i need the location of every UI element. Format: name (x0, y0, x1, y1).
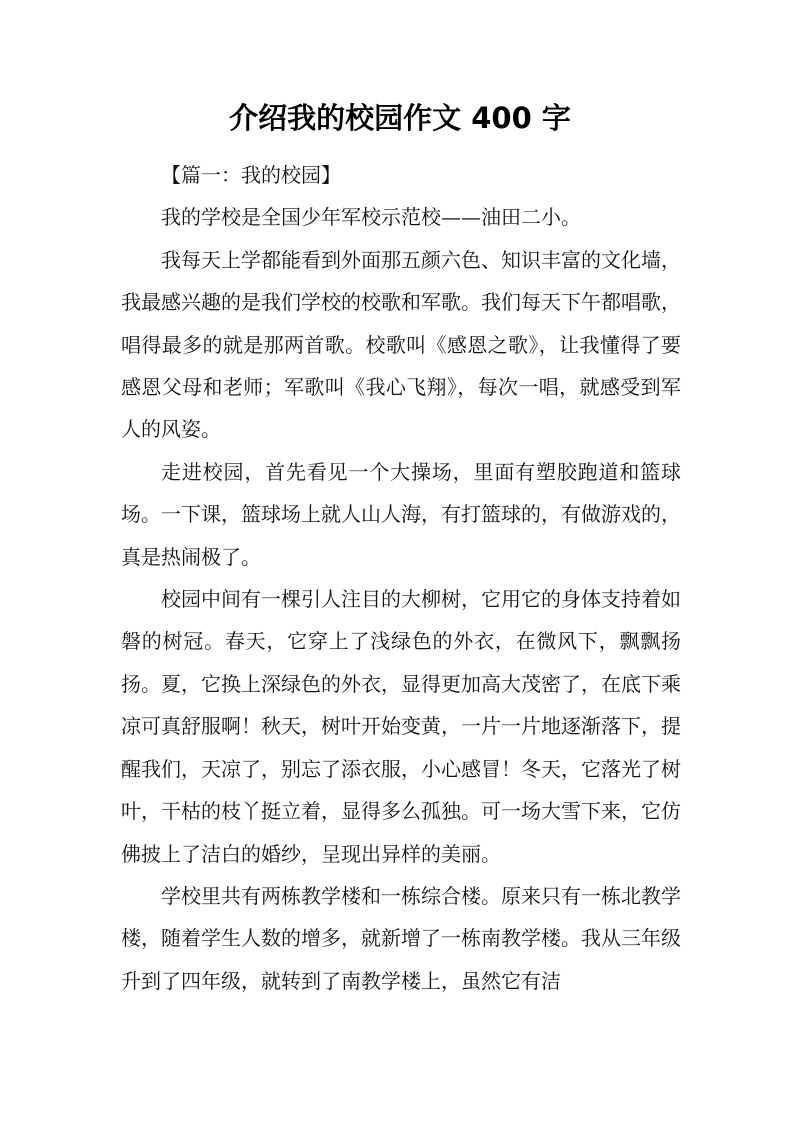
paragraph: 学校里共有两栋教学楼和一栋综合楼。原来只有一栋北教学楼，随着学生人数的增多，就新增了一栋南教学楼。我从三年级升到了四年级，就转到了南教学楼上，虽然它有洁 (121, 883, 681, 993)
section-heading: 【篇一：我的校园】 (161, 163, 341, 187)
paragraph: 走进校园，首先看见一个大操场，里面有塑胶跑道和篮球场。一下课，篮球场上就人山人海，有打篮球的，有做游戏的，真是热闹极了。 (121, 459, 681, 569)
paragraph: 我的学校是全国少年军校示范校——油田二小。 (161, 205, 581, 230)
paragraph: 校园中间有一棵引人注目的大柳树，它用它的身体支持着如磐的树冠。春天，它穿上了浅绿色的外衣，在微风下，飘飘扬扬。夏，它换上深绿色的外衣，显得更加高大茂密了，在底下乘凉可真舒服啊！秋天，树叶开始变黄，一片一片地逐渐落下，提醒我们，天凉了，别忘了添衣服，小心感冒！冬天，它落光了树叶，干枯的枝丫挺立着，显得多么孤独。可一场大雪下来，它仿佛披上了洁白的婚纱，呈现出异样的美丽。 (121, 587, 681, 866)
document-body (121, 154, 681, 1002)
document-title: 介绍我的校园作文 400 字 (229, 101, 571, 135)
paragraph: 我每天上学都能看到外面那五颜六色、知识丰富的文化墙，我最感兴趣的是我们学校的校歌和军歌。我们每天下午都唱歌，唱得最多的就是那两首歌。校歌叫《感恩之歌》，让我懂得了要感恩父母和老师；军歌叫《我心飞翔》，每次一唱，就感受到军人的风姿。 (121, 247, 681, 442)
